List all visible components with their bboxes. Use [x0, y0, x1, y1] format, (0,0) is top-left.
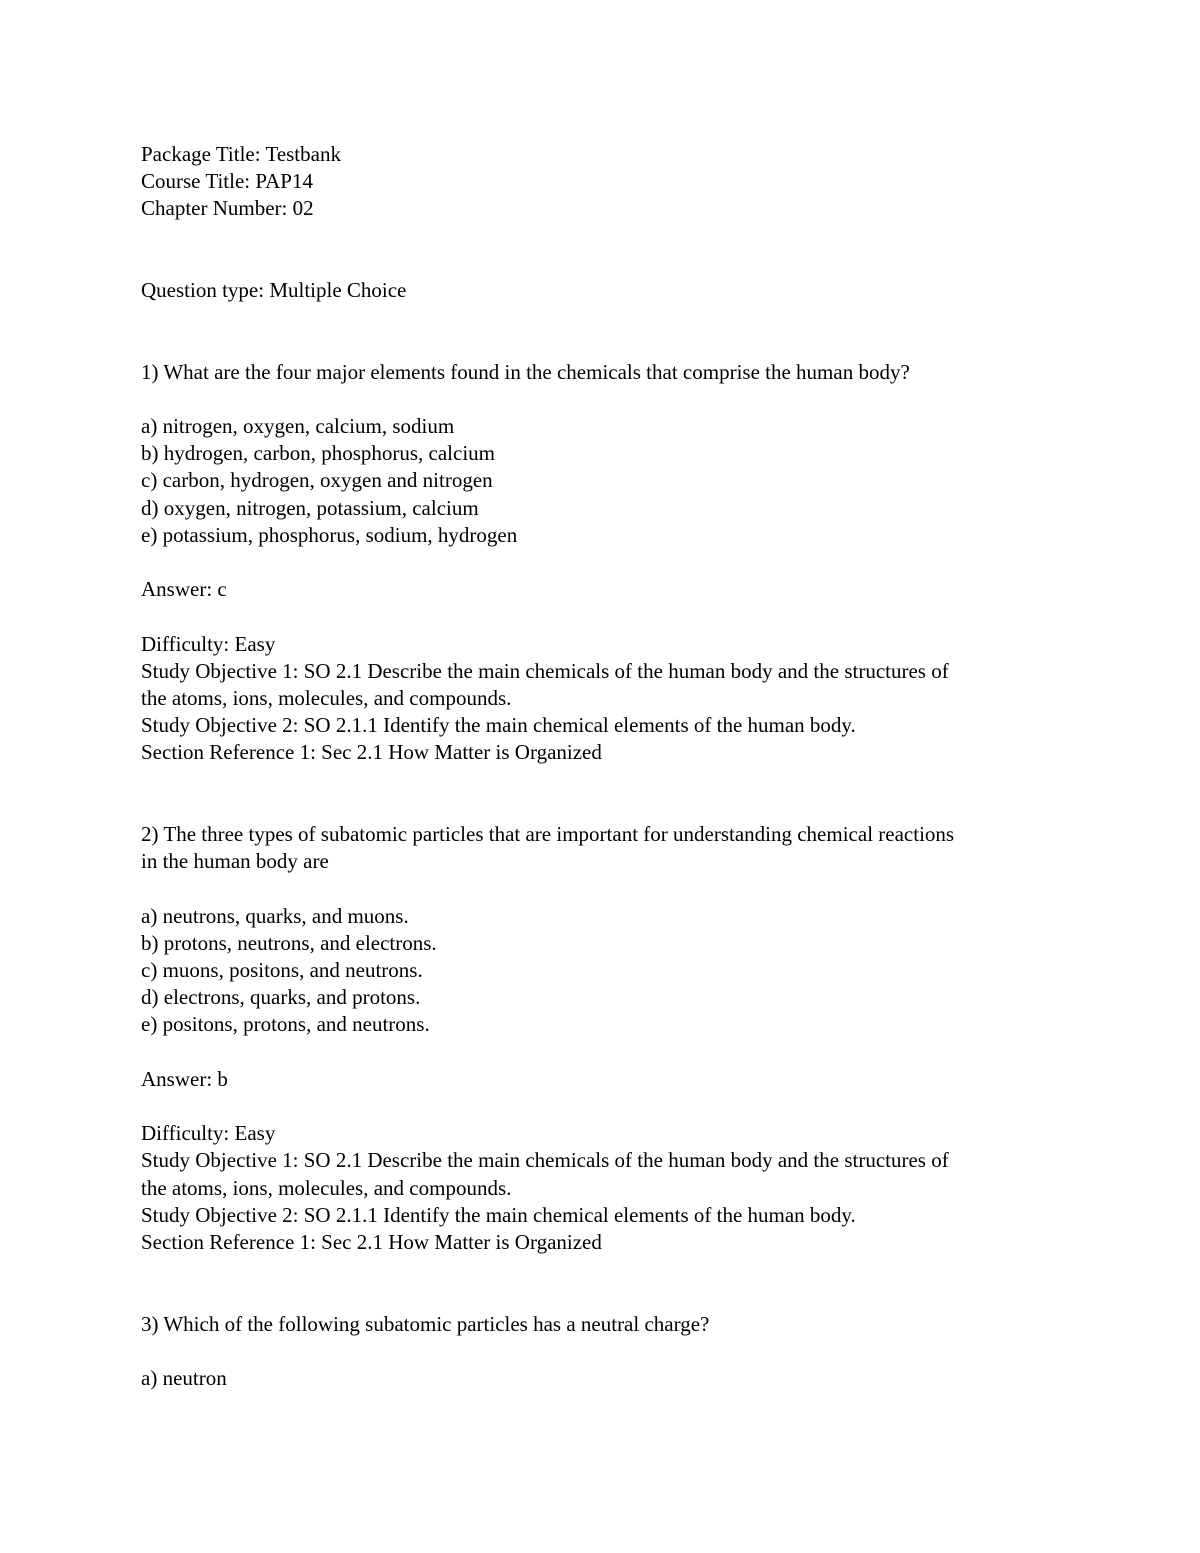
question-type: Question type: Multiple Choice	[141, 278, 407, 302]
option-c: c) muons, positons, and neutrons.	[141, 957, 423, 982]
option-e: e) potassium, phosphorus, sodium, hydrogen	[141, 522, 518, 547]
option-b: b) protons, neutrons, and electrons.	[141, 930, 437, 955]
option-d: d) electrons, quarks, and protons.	[141, 985, 421, 1010]
option-a: a) neutron	[141, 1365, 227, 1390]
option-b: b) hydrogen, carbon, phosphorus, calcium	[141, 441, 495, 466]
answer: Answer: b	[141, 1066, 228, 1091]
study-objective-2: Study Objective 2: SO 2.1.1 Identify the main chemical elements of the human body.	[141, 1202, 856, 1227]
study-objective-1: Study Objective 1: SO 2.1 Describe the main chemicals of the human body and the structures of	[141, 1148, 949, 1173]
option-list	[141, 903, 1076, 1039]
option-a: a) nitrogen, oxygen, calcium, sodium	[141, 413, 455, 438]
question-stem: 1) What are the four major elements found in the chemicals that comprise the human body?	[141, 359, 910, 384]
option-c: c) carbon, hydrogen, oxygen and nitrogen	[141, 468, 493, 493]
difficulty: Difficulty: Easy	[141, 631, 276, 656]
question-stem: 2) The three types of subatomic particles that are important for understanding chemical reactions	[141, 821, 955, 846]
document-content	[141, 141, 1076, 1392]
study-objective-1-cont: the atoms, ions, molecules, and compounds.	[141, 685, 512, 710]
option-list	[141, 1365, 1076, 1392]
answer: Answer: c	[141, 577, 227, 602]
study-objective-1: Study Objective 1: SO 2.1 Describe the main chemicals of the human body and the structures of	[141, 658, 949, 683]
question-2	[141, 821, 1076, 1256]
option-d: d) oxygen, nitrogen, potassium, calcium	[141, 495, 479, 520]
option-a: a) neutrons, quarks, and muons.	[141, 903, 409, 928]
option-e: e) positons, protons, and neutrons.	[141, 1012, 430, 1037]
chapter-number: Chapter Number: 02	[141, 196, 314, 221]
question-stem-cont: in the human body are	[141, 849, 329, 874]
course-title: Course Title: PAP14	[141, 169, 313, 194]
section-reference-1: Section Reference 1: Sec 2.1 How Matter is Organized	[141, 740, 602, 765]
section-reference-1: Section Reference 1: Sec 2.1 How Matter is Organized	[141, 1229, 602, 1254]
study-objective-2: Study Objective 2: SO 2.1.1 Identify the main chemical elements of the human body.	[141, 713, 856, 738]
question-stem: 3) Which of the following subatomic particles has a neutral charge?	[141, 1311, 710, 1336]
difficulty: Difficulty: Easy	[141, 1121, 276, 1146]
study-objective-1-cont: the atoms, ions, molecules, and compounds.	[141, 1175, 512, 1200]
option-list	[141, 413, 1076, 549]
document-header	[141, 141, 1076, 223]
question-3	[141, 1311, 1076, 1393]
question-1	[141, 359, 1076, 767]
package-title: Package Title: Testbank	[141, 142, 341, 166]
